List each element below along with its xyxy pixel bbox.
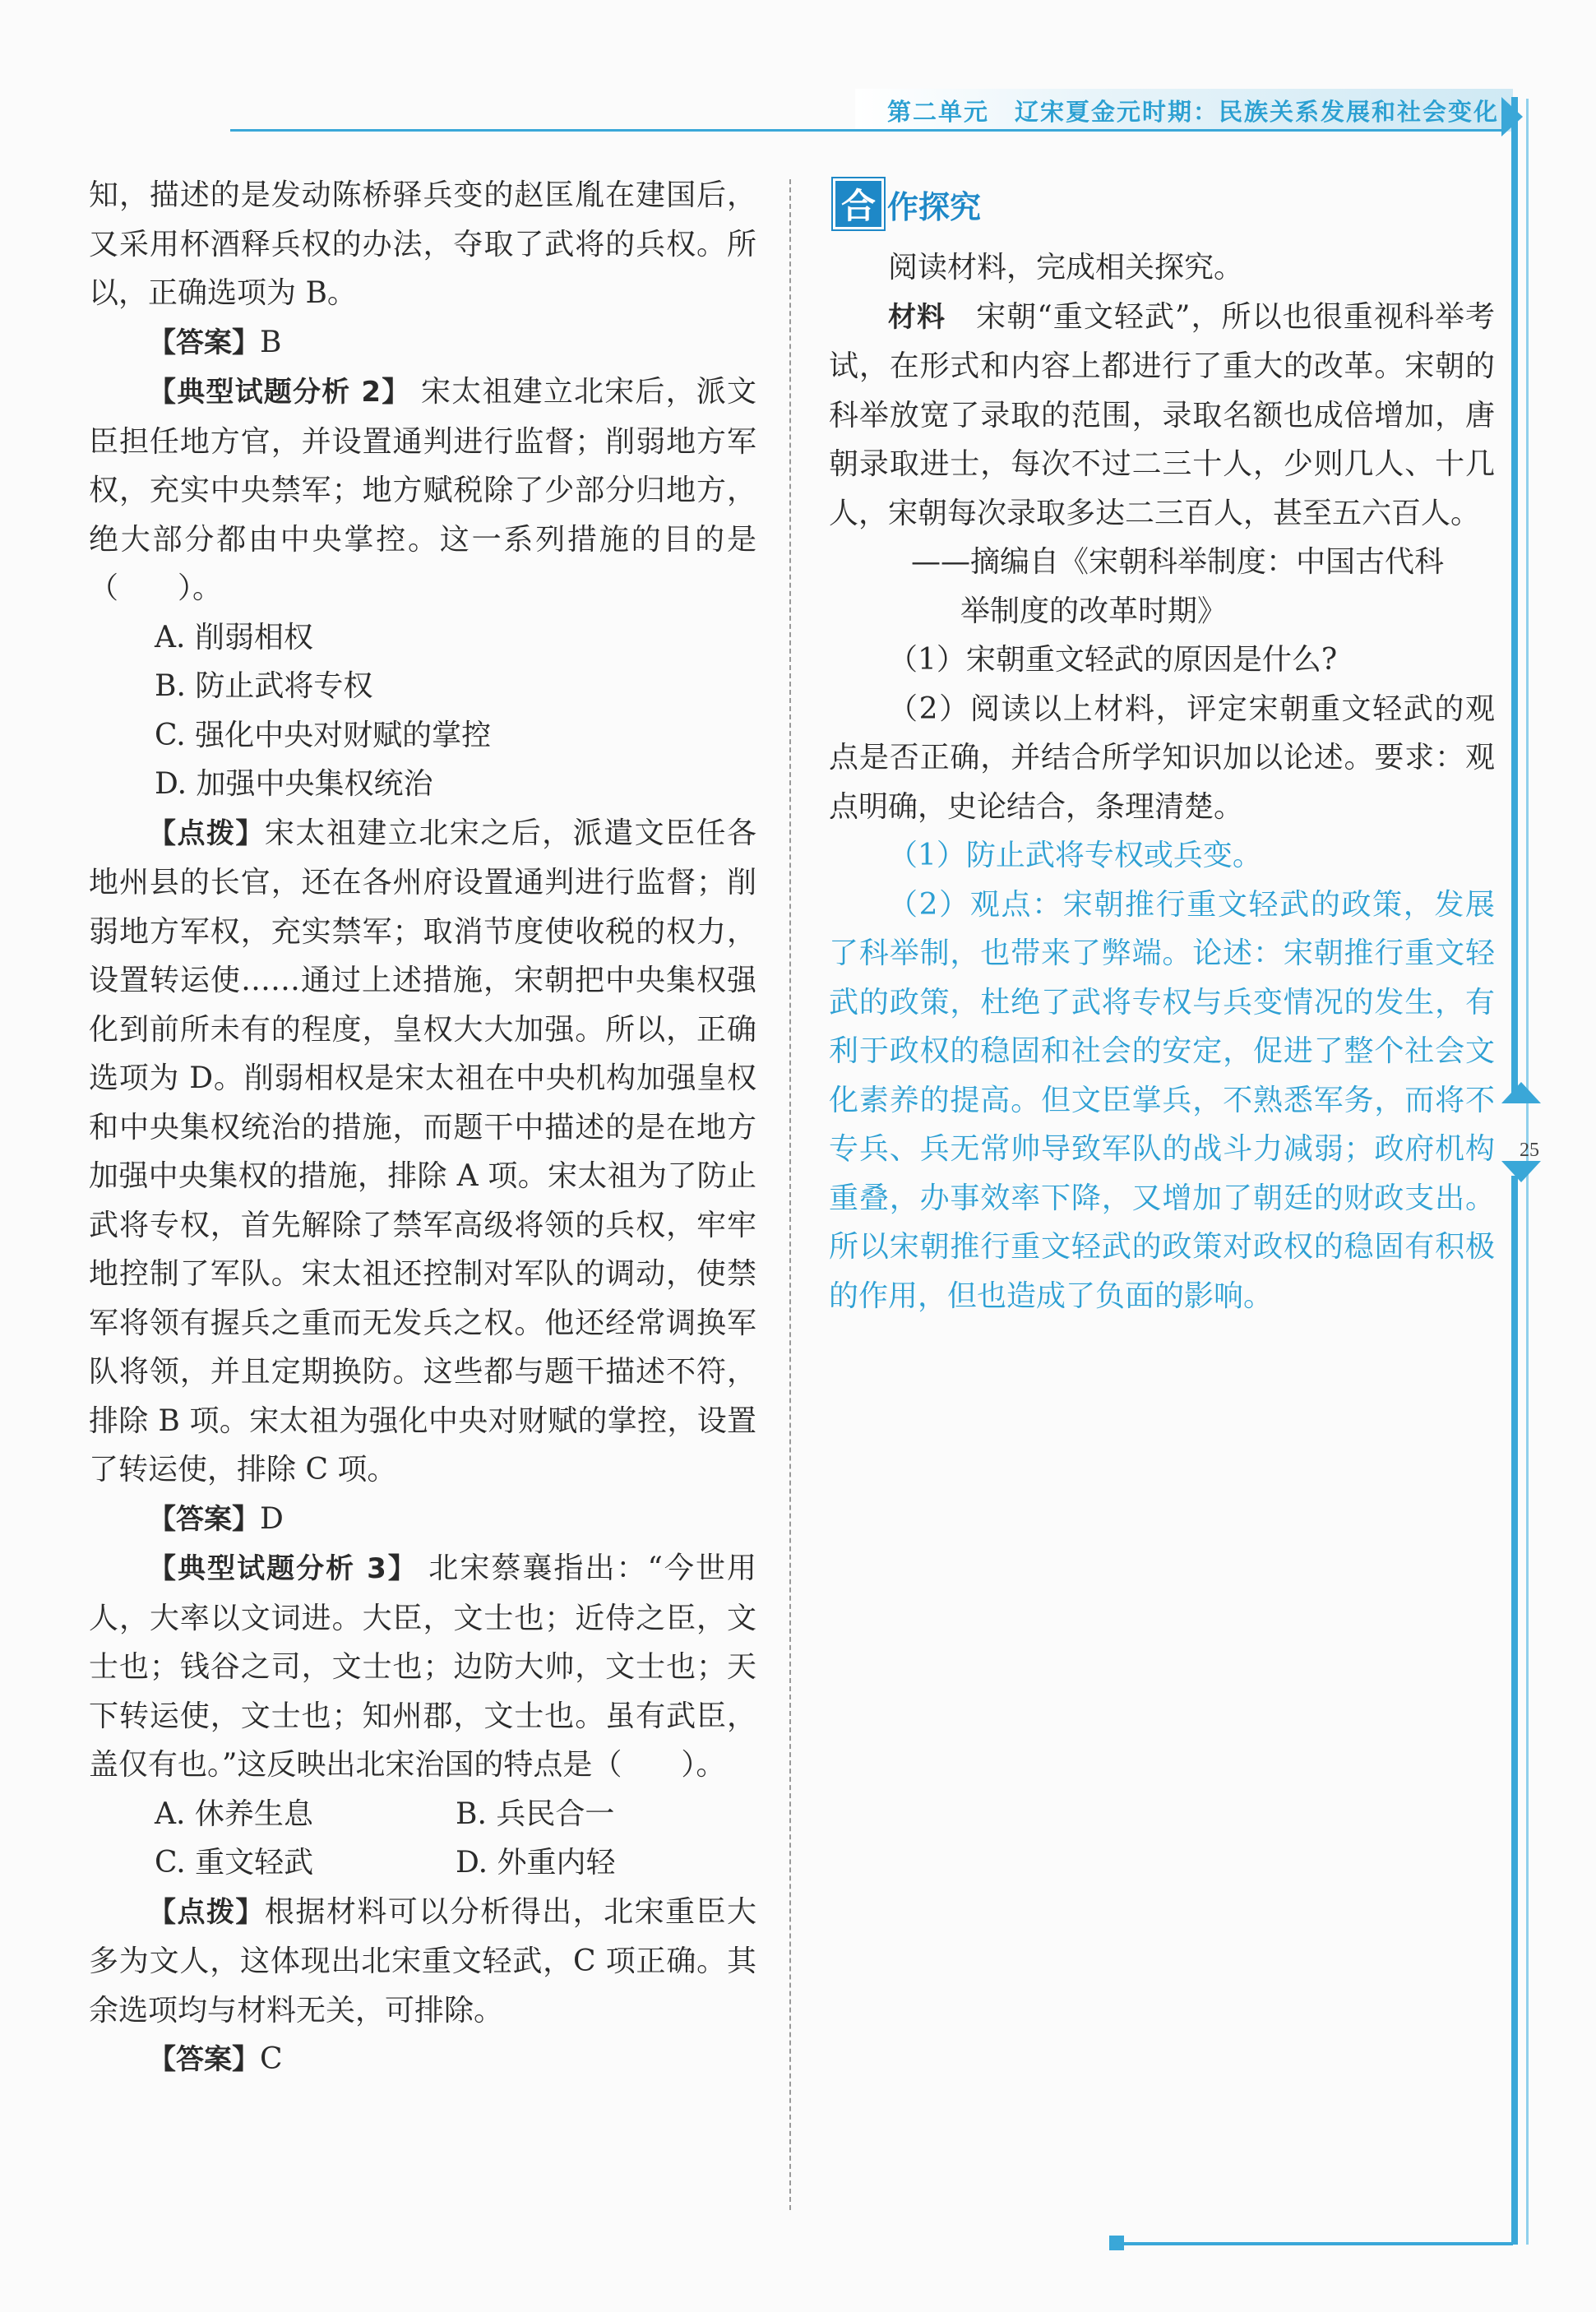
question-1: （1）宋朝重文轻武的原因是什么? xyxy=(888,643,1338,677)
option-a: A. 削弱相权 xyxy=(155,620,313,654)
material-paragraph xyxy=(829,293,1495,539)
question-label: 【典型试题分析 3】 xyxy=(148,1552,418,1585)
option-c: C. 重文轻武 xyxy=(155,1846,314,1880)
option-b: B. 兵民合一 xyxy=(456,1796,615,1831)
intro-text: 阅读材料，完成相关探究。 xyxy=(888,251,1244,284)
answer-value: B xyxy=(260,325,282,359)
tip-label: 【点拨】 xyxy=(148,1895,265,1929)
chevron-up-icon xyxy=(1501,1082,1541,1103)
header-rule xyxy=(230,129,1505,132)
option-b: B. 防止武将专权 xyxy=(155,669,373,703)
material-text: 宋朝“重文轻武”，所以也很重视科举考试，在形式和内容上都进行了重大的改革。宋朝的科举放宽了录取的范围，录取名额也成倍增加，唐朝录取进士，每次不过二三十人，少则几人、十几人，宋朝每次录取多达二三百人，甚至五六百人。 xyxy=(829,299,1496,530)
source-line-2: 举制度的改革时期》 xyxy=(960,594,1228,628)
option-a: A. 休养生息 xyxy=(155,1796,313,1831)
source-line-1: ——摘编自《宋朝科举制度：中国古代科 xyxy=(911,545,1445,579)
options-row-2 xyxy=(89,1838,756,1888)
answer-2: （2）观点：宋朝推行重文轻武的政策，发展了科举制，也带来了弊端。论述：宋朝推行重文轻武的政策，杜绝了武将专权与兵变情况的发生，有利于政权的稳固和社会的安定，促进了整个社会文化素养的提高。但文臣掌兵，不熟悉军务，而将不专兵、兵无常帅导致军队的战斗力减弱；政府机构重叠，办事效率下降，又增加了朝廷的财政支出。所以宋朝推行重文轻武的政策对政权的稳固有积极的作用，但也造成了负面的影响。 xyxy=(829,887,1495,1313)
margin-bar-top xyxy=(1511,97,1518,1100)
answer-1 xyxy=(89,318,756,368)
section-badge-icon: 合 xyxy=(833,178,884,229)
question-2: （2）阅读以上材料，评定宋朝重文轻武的观点是否正确，并结合所学知识加以论述。要求：观点明确，史论结合，条理清楚。 xyxy=(829,691,1495,824)
question-label: 【典型试题分析 2】 xyxy=(148,376,411,409)
answer-label: 【答案】 xyxy=(148,1502,260,1536)
section-heading xyxy=(833,179,981,229)
answer-3 xyxy=(89,2035,756,2085)
question-2 xyxy=(89,368,756,613)
answer-1: （1）防止武将专权或兵变。 xyxy=(888,839,1262,872)
running-header: 第二单元 辽宋夏金元时期：民族关系发展和社会变化 xyxy=(886,98,1499,126)
answer-label: 【答案】 xyxy=(148,326,260,359)
section-title: 作探究 xyxy=(887,188,982,225)
question-text: 北宋蔡襄指出：“今世用人，大率以文词进。大臣，文士也；近侍之臣，文士也；钱谷之司，文士也；边防大帅，文士也；天下转运使，文士也；知州郡，文士也。虽有武臣，盖仅有也。”这反映出北宋治国的特点是（ ）。 xyxy=(89,1551,756,1782)
question-3 xyxy=(89,1544,756,1790)
material-label: 材料 xyxy=(888,300,946,334)
tip-3 xyxy=(89,1888,756,2036)
left-column xyxy=(89,171,756,2085)
options-row-1 xyxy=(89,1790,756,1839)
column-divider xyxy=(789,179,791,2210)
page-number: 25 xyxy=(1520,1140,1539,1161)
footer-rule xyxy=(1118,2242,1513,2245)
chevron-down-icon xyxy=(1501,1161,1541,1182)
continued-paragraph: 知，描述的是发动陈桥驿兵变的赵匡胤在建国后，又采用杯酒释兵权的办法，夺取了武将的兵权。所以，正确选项为 B。 xyxy=(89,178,756,310)
answer-value: C xyxy=(260,2042,283,2076)
tip-text: 根据材料可以分析得出，北宋重臣大多为文人，这体现出北宋重文轻武，C 项正确。其余选项均与材料无关，可排除。 xyxy=(89,1894,756,2028)
tip-text: 宋太祖建立北宋之后，派遣文臣任各地州县的长官，还在各州府设置通判进行监督；削弱地方军权，充实禁军；取消节度使收税的权力，设置转运使……通过上述措施，宋朝把中央集权强化到前所未有的程度，皇权大大加强。所以，正确选项为 D。削弱相权是宋太祖在中央机构加强皇权和中央集权统治的措施，而题干中描述的是在地方加强中央集权的措施，排除 A 项。宋太祖为了防止武将专权，首先解除了禁军高级将领的兵权，牢牢地控制了军队。宋太祖还控制对军队的调动，使禁军将领有握兵之重而无发兵之权。他还经常调换军队将领，并且定期换防。这些都与题干描述不符，排除 B 项。宋太祖为强化中央对财赋的掌控，设置了转运使，排除 C 项。 xyxy=(89,816,756,1487)
answer-label: 【答案】 xyxy=(148,2043,260,2076)
tip-label: 【点拨】 xyxy=(148,816,265,850)
option-d: D. 加强中央集权统治 xyxy=(155,767,433,801)
right-column xyxy=(829,243,1495,1320)
option-c: C. 强化中央对财赋的掌控 xyxy=(155,718,492,752)
question-text: 宋太祖建立北宋后，派文臣担任地方官，并设置通判进行监督；削弱地方军权，充实中央禁军；地方赋税除了少部分归地方，绝大部分都由中央掌控。这一系列措施的目的是（ ）。 xyxy=(89,375,756,605)
option-d: D. 外重内轻 xyxy=(456,1846,616,1880)
tip-2 xyxy=(89,809,756,1495)
answer-value: D xyxy=(260,1501,284,1536)
margin-bar-bottom xyxy=(1511,1176,1518,2245)
answer-2 xyxy=(89,1495,756,1545)
